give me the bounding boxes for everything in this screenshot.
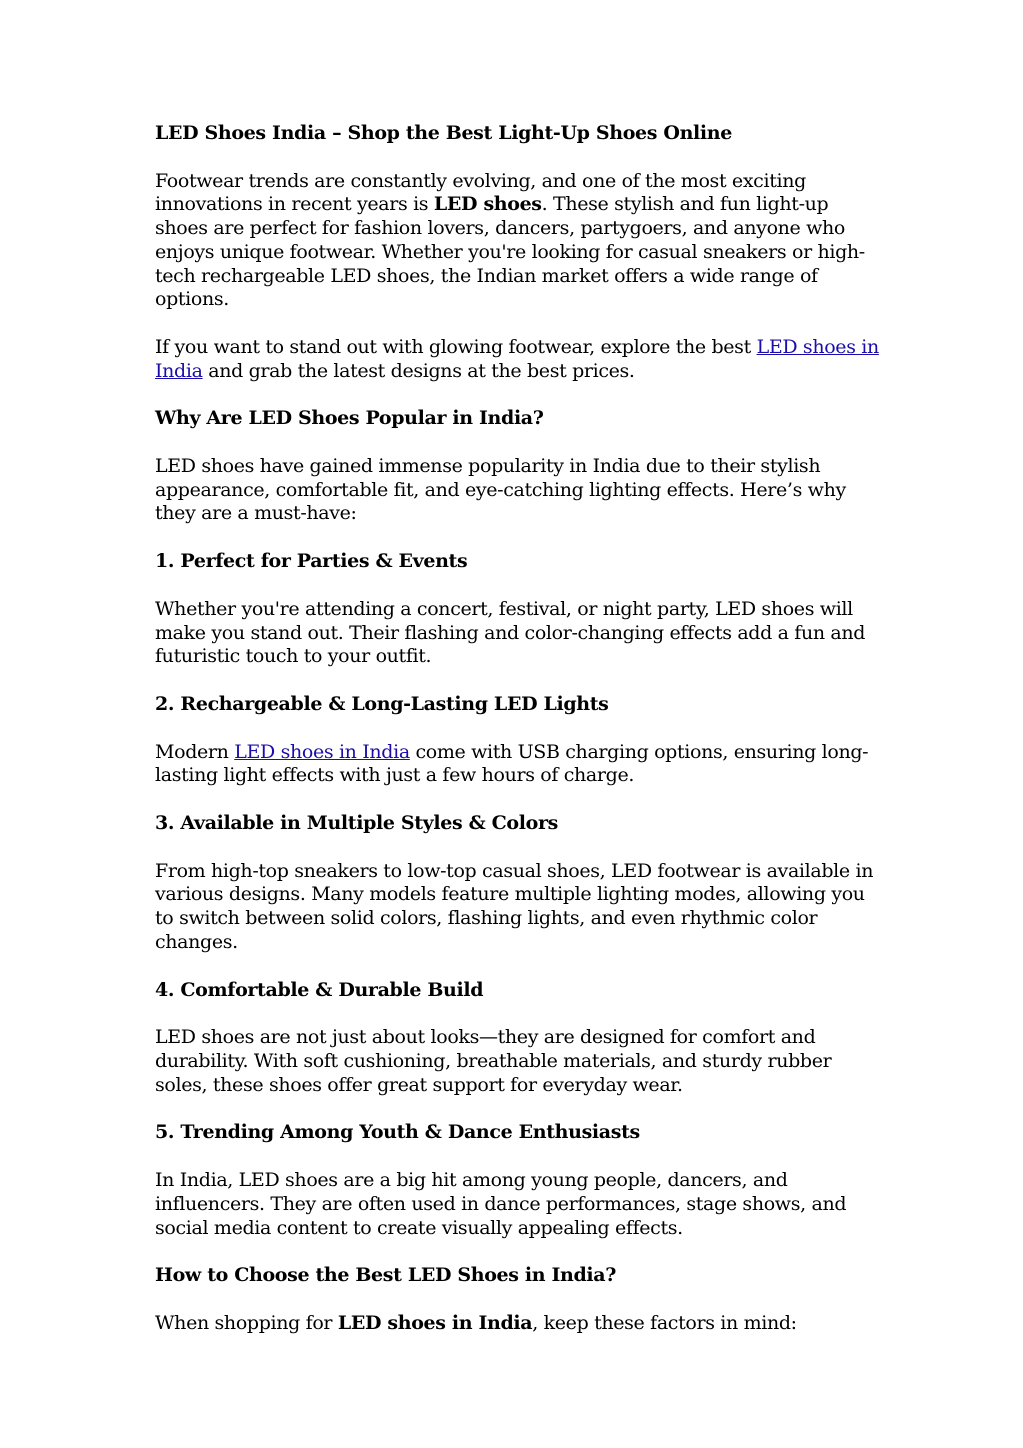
point-3-text: From high-top sneakers to low-top casual shoes, LED footwear is available in various designs. Many models feature multiple lighting modes, allowing you to switch between solid colors, flashing lights, and even rhythmic color changes. [155, 859, 874, 953]
cta-text-start: If you want to stand out with glowing footwear, explore the best [155, 335, 757, 358]
intro-paragraph [155, 170, 883, 312]
why-heading: Why Are LED Shoes Popular in India? [155, 407, 544, 430]
choose-text-start: When shopping for [155, 1311, 338, 1334]
led-shoes-india-link[interactable]: LED shoes in India [155, 335, 879, 382]
document-title: LED Shoes India – Shop the Best Light-Up Shoes Online [155, 122, 732, 144]
point-3-heading: 3. Available in Multiple Styles & Colors [155, 812, 558, 835]
choose-paragraph [155, 1312, 883, 1336]
point-4-text: LED shoes are not just about looks—they are designed for comfort and durability. With soft cushioning, breathable materials, and sturdy rubber soles, these shoes offer great support for everyday wear. [155, 1026, 832, 1096]
point-1-text: Whether you're attending a concert, festival, or night party, LED shoes will make you stand out. Their flashing and color-changing effects add a fun and futuristic touch to your outfit. [155, 597, 866, 668]
point-5-text: In India, LED shoes are a big hit among young people, dancers, and influencers. They are often used in dance performances, stage shows, and social media content to create visually appealing effects. [155, 1169, 847, 1239]
cta-text-end: and grab the latest designs at the best prices. [202, 359, 635, 382]
intro-bold-led-shoes: LED shoes [433, 193, 542, 216]
led-shoes-india-link-2[interactable]: LED shoes in India [234, 740, 410, 763]
point-2-paragraph [155, 741, 883, 788]
point-2-heading: 2. Rechargeable & Long-Lasting LED Lights [155, 692, 609, 715]
point-5-heading: 5. Trending Among Youth & Dance Enthusiasts [155, 1121, 640, 1144]
choose-bold-led-shoes-india: LED shoes in India [337, 1311, 533, 1334]
point-2-text-end: come with USB charging options, ensuring long-lasting light effects with just a few hours of charge. [155, 740, 869, 787]
intro-text-end: . These stylish and fun light-up shoes are perfect for fashion lovers, dancers, partygoers, and anyone who enjoys unique footwear. Whether you're looking for casual sneakers or high-tech rechargeable LED shoes, the Indian market offers a wide range of options. [155, 193, 865, 311]
cta-paragraph [155, 336, 883, 383]
point-2-text-start: Modern [155, 740, 235, 763]
why-paragraph: LED shoes have gained immense popularity in India due to their stylish appearance, comfortable fit, and eye-catching lighting effects. Here’s why they are a must-have: [155, 455, 846, 525]
intro-text-start: Footwear trends are constantly evolving, and one of the most exciting innovations in recent years is [155, 169, 806, 216]
choose-text-end: , keep these factors in mind: [532, 1311, 797, 1334]
point-1-heading: 1. Perfect for Parties & Events [155, 550, 468, 573]
choose-heading: How to Choose the Best LED Shoes in India? [155, 1264, 617, 1287]
point-4-heading: 4. Comfortable & Durable Build [155, 978, 484, 1001]
